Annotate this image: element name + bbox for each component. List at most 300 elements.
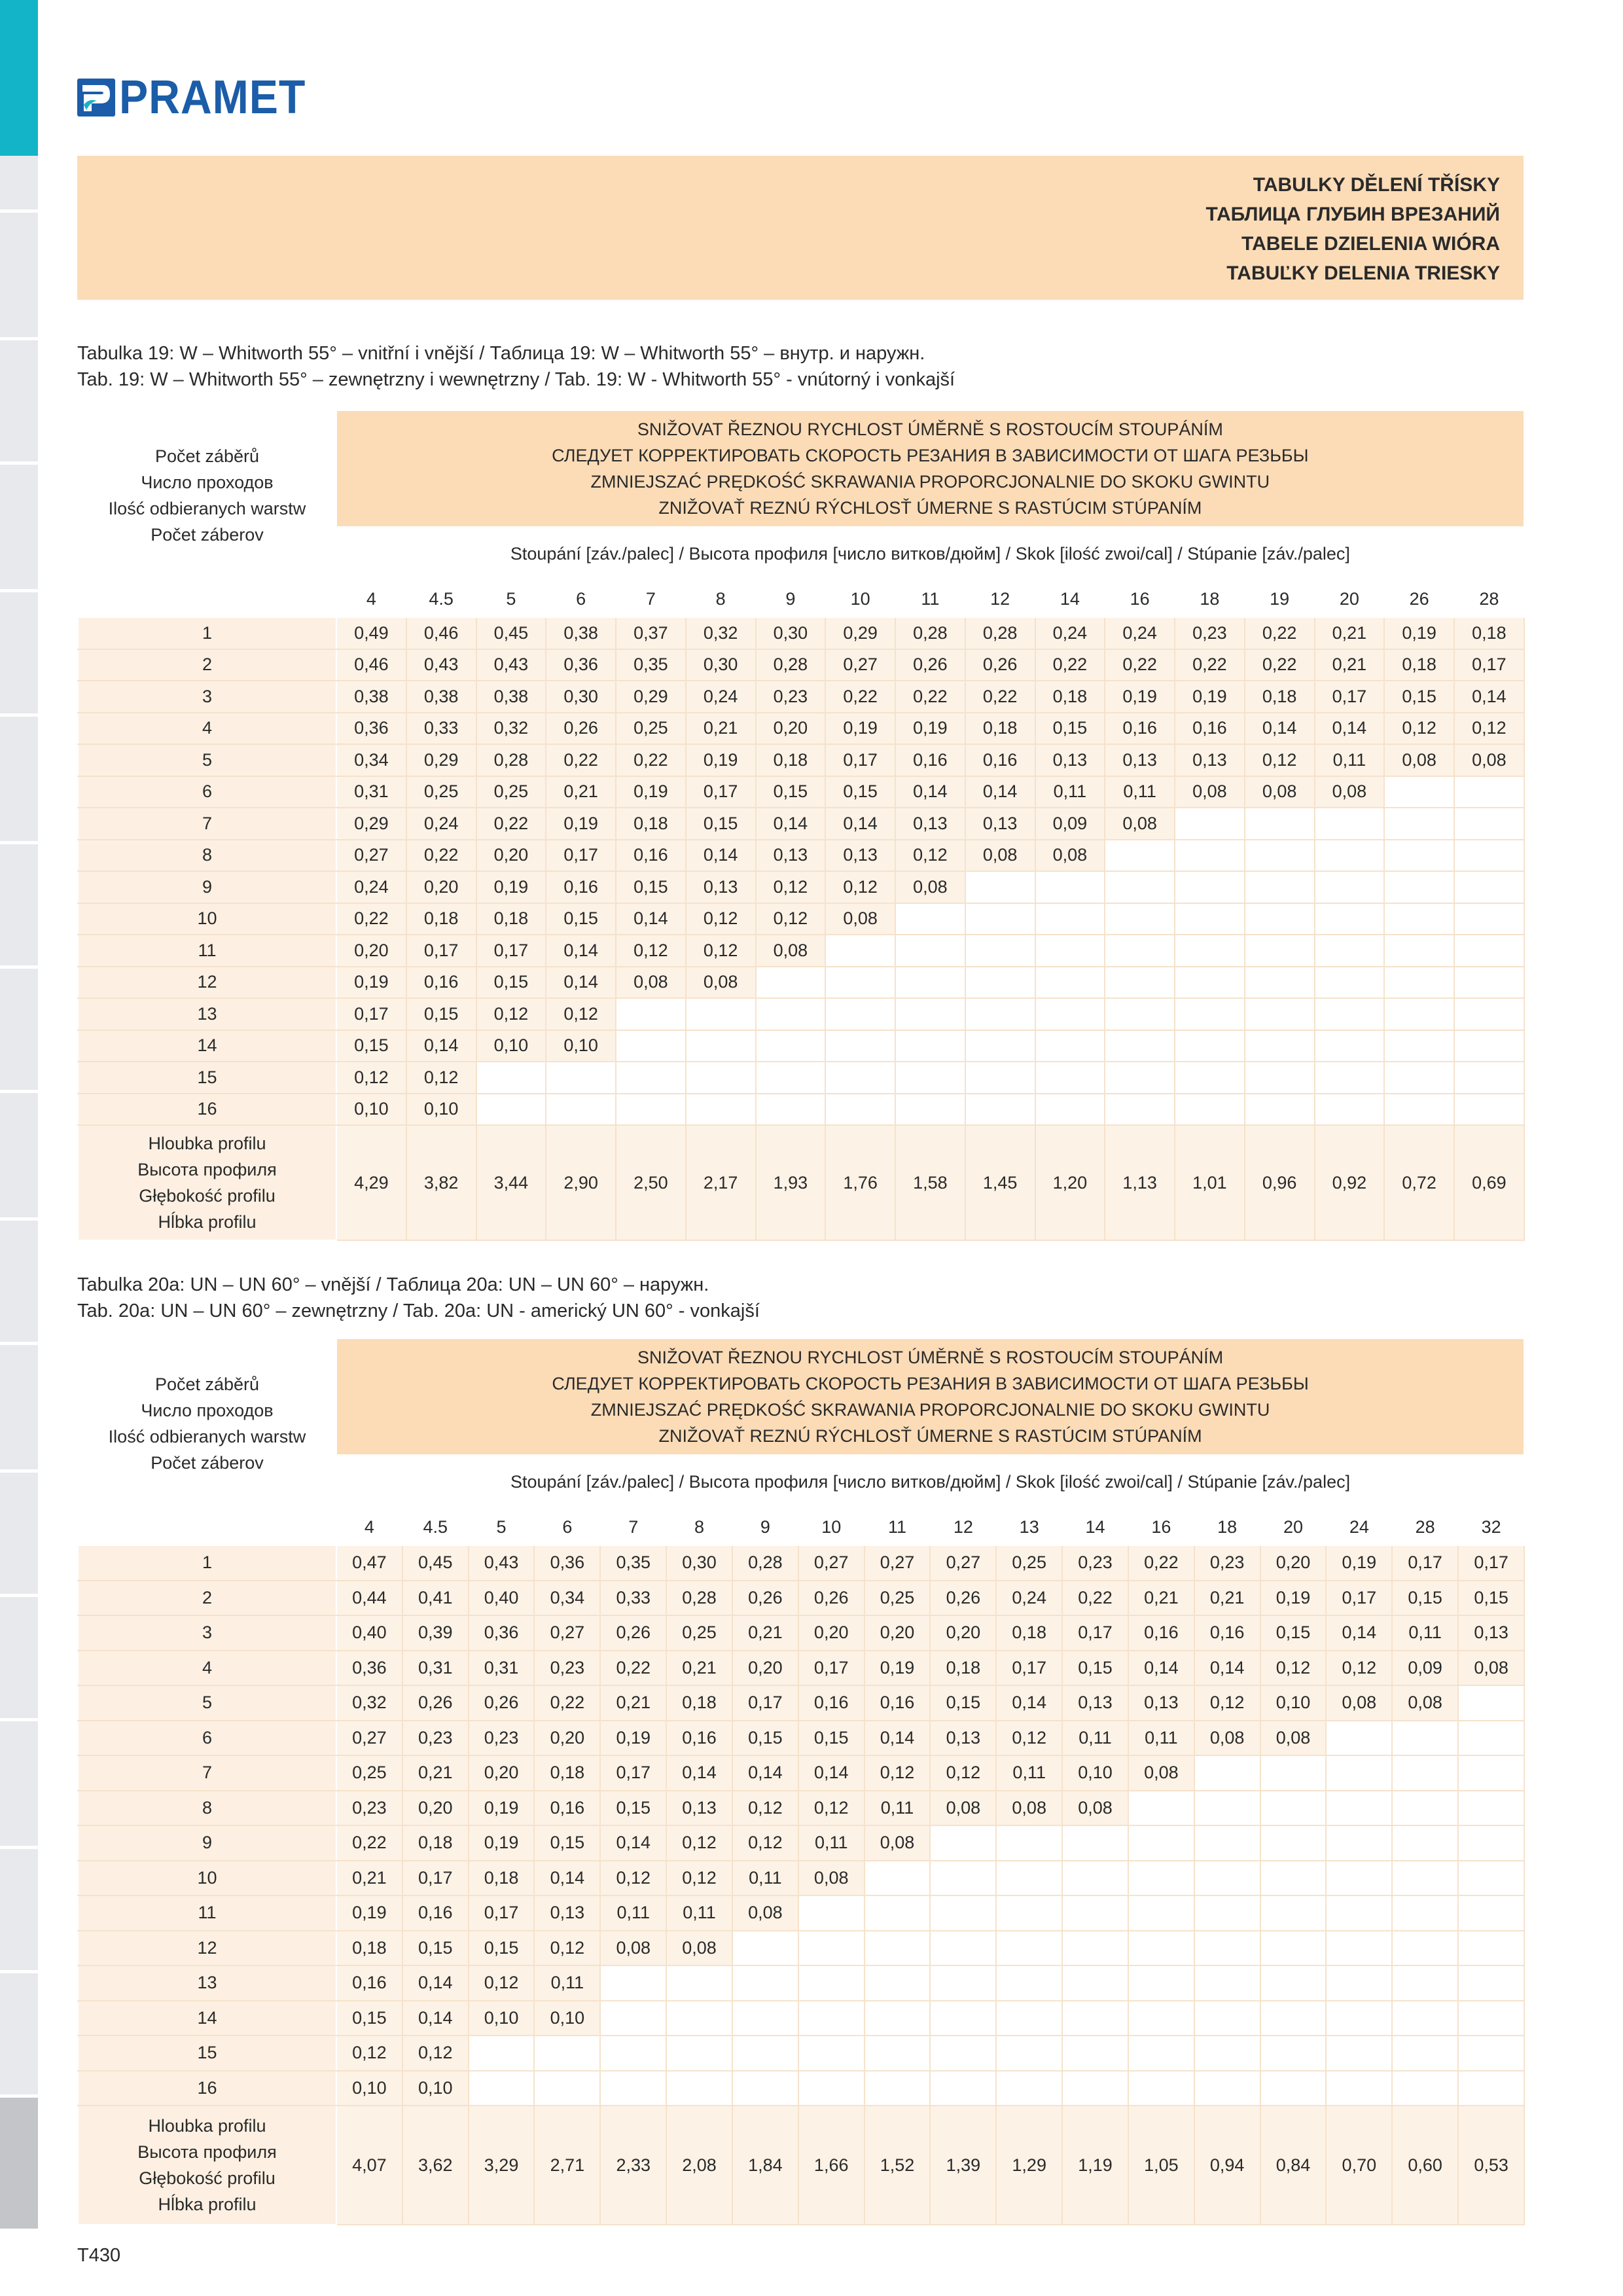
depth-of-cut-cell (1105, 998, 1175, 1030)
depth-of-cut-cell: 0,25 (996, 1545, 1062, 1581)
depth-of-cut-cell: 0,16 (402, 1895, 469, 1931)
depth-of-cut-cell (1326, 2036, 1392, 2071)
depth-of-cut-cell (1245, 1062, 1315, 1094)
depth-of-cut-cell: 0,23 (402, 1721, 469, 1756)
depth-of-cut-cell: 0,17 (686, 776, 756, 808)
profile-depth-value: 1,76 (825, 1125, 895, 1240)
table-row (78, 1825, 1524, 1861)
depth-of-cut-cell (1035, 967, 1105, 999)
depth-of-cut-cell: 0,34 (534, 1581, 600, 1616)
depth-of-cut-cell: 0,43 (469, 1545, 535, 1581)
depth-of-cut-cell (600, 2071, 666, 2106)
note-line: SNIŽOVAT ŘEZNOU RYCHLOST ÚMĚRNĚ S ROSTOUCÍM STOUPÁNÍM (637, 420, 1223, 439)
table-row (78, 871, 1524, 903)
depth-of-cut-cell (732, 1931, 798, 1966)
depth-of-cut-cell: 0,15 (600, 1791, 666, 1826)
depth-of-cut-cell (756, 998, 826, 1030)
depth-of-cut-cell: 0,21 (336, 1861, 402, 1896)
note-line: SNIŽOVAT ŘEZNOU RYCHLOST ÚMĚRNĚ S ROSTOUCÍM STOUPÁNÍM (637, 1348, 1224, 1367)
depth-of-cut-cell: 0,15 (732, 1721, 798, 1756)
depth-of-cut-cell (895, 935, 965, 967)
depth-of-cut-cell: 0,15 (1062, 1651, 1128, 1686)
depth-of-cut-cell (825, 967, 895, 999)
depth-of-cut-cell: 0,12 (798, 1791, 865, 1826)
depth-of-cut-cell (1458, 1931, 1524, 1966)
depth-of-cut-cell: 0,25 (336, 1755, 402, 1791)
depth-of-cut-cell: 0,16 (1175, 713, 1245, 745)
depth-of-cut-cell: 0,37 (616, 617, 686, 649)
depth-of-cut-cell: 0,14 (865, 1721, 931, 1756)
depth-of-cut-cell (616, 998, 686, 1030)
depth-of-cut-cell (1105, 840, 1175, 872)
depth-of-cut-cell (930, 1861, 996, 1896)
depth-of-cut-cell: 0,41 (402, 1581, 469, 1616)
depth-of-cut-cell: 0,18 (406, 903, 476, 935)
depth-of-cut-cell (1260, 1861, 1327, 1896)
profile-depth-value: 3,82 (406, 1125, 476, 1240)
table-row (78, 1791, 1524, 1826)
depth-of-cut-cell: 0,40 (336, 1615, 402, 1651)
depth-of-cut-cell (1326, 1895, 1392, 1931)
pass-number: 7 (78, 808, 336, 840)
depth-of-cut-cell (1392, 2071, 1458, 2106)
depth-of-cut-cell (1194, 2036, 1260, 2071)
depth-of-cut-cell: 0,26 (930, 1581, 996, 1616)
depth-of-cut-cell (1315, 967, 1385, 999)
depth-of-cut-cell (865, 2036, 931, 2071)
depth-of-cut-cell: 0,21 (1315, 649, 1385, 681)
depth-of-cut-cell: 0,14 (546, 967, 616, 999)
depth-of-cut-cell: 0,18 (1245, 681, 1315, 713)
depth-of-cut-cell: 0,32 (476, 713, 546, 745)
depth-of-cut-cell: 0,18 (616, 808, 686, 840)
depth-of-cut-cell: 0,08 (865, 1825, 931, 1861)
depth-of-cut-cell (1458, 2036, 1524, 2071)
depth-of-cut-cell (1035, 998, 1105, 1030)
depth-of-cut-cell (1175, 871, 1245, 903)
depth-of-cut-cell: 0,15 (825, 776, 895, 808)
brand-name: PRAMET (119, 71, 306, 124)
table-row (78, 681, 1524, 713)
depth-of-cut-cell: 0,13 (686, 871, 756, 903)
profile-depth-value: 2,71 (534, 2106, 600, 2225)
depth-of-cut-cell (1326, 1931, 1392, 1966)
depth-of-cut-cell: 0,19 (546, 808, 616, 840)
depth-of-cut-cell (1458, 1721, 1524, 1756)
depth-of-cut-cell: 0,35 (616, 649, 686, 681)
profile-depth-value: 1,93 (756, 1125, 826, 1240)
pitch-header: 4 (336, 1509, 402, 1545)
depth-of-cut-cell (1392, 1825, 1458, 1861)
depth-of-cut-cell: 0,08 (600, 1931, 666, 1966)
depth-of-cut-cell (600, 2036, 666, 2071)
note-line: СЛЕДУЕТ КОРРЕКТИРОВАТЬ СКОРОСТЬ РЕЗАНИЯ В ЗАВИСИМОСТИ ОТ ШАГА РЕЗЬБЫ (552, 446, 1309, 465)
depth-of-cut-cell: 0,45 (476, 617, 546, 649)
depth-of-cut-cell: 0,22 (336, 1825, 402, 1861)
depth-of-cut-cell: 0,12 (534, 1931, 600, 1966)
depth-of-cut-cell: 0,08 (1062, 1791, 1128, 1826)
depth-of-cut-cell (1175, 935, 1245, 967)
depth-of-cut-cell: 0,19 (865, 1651, 931, 1686)
passes-label-line: Počet záberov (151, 525, 264, 545)
page-number: T430 (77, 2245, 121, 2266)
depth-of-cut-cell: 0,12 (865, 1755, 931, 1791)
profile-depth-row (78, 2106, 1524, 2225)
depth-of-cut-cell: 0,25 (616, 713, 686, 745)
depth-of-cut-cell (1245, 1094, 1315, 1126)
depth-of-cut-cell: 0,17 (406, 935, 476, 967)
depth-of-cut-cell (1175, 808, 1245, 840)
profile-depth-value: 1,19 (1062, 2106, 1128, 2225)
depth-of-cut-cell: 0,20 (402, 1791, 469, 1826)
depth-of-cut-cell (1128, 2071, 1194, 2106)
depth-of-cut-cell: 0,20 (798, 1615, 865, 1651)
depth-of-cut-cell (1194, 1825, 1260, 1861)
depth-of-cut-cell: 0,10 (1260, 1685, 1327, 1721)
pitch-header: 28 (1392, 1509, 1458, 1545)
depth-of-cut-cell: 0,31 (336, 776, 406, 808)
profile-depth-value: 1,13 (1105, 1125, 1175, 1240)
depth-of-cut-cell: 0,10 (1062, 1755, 1128, 1791)
table-row (78, 840, 1524, 872)
depth-of-cut-cell (1175, 1030, 1245, 1062)
depth-of-cut-cell (895, 1094, 965, 1126)
depth-of-cut-cell: 0,38 (336, 681, 406, 713)
depth-of-cut-cell: 0,21 (546, 776, 616, 808)
profile-depth-value: 4,29 (336, 1125, 406, 1240)
depth-of-cut-cell (996, 2036, 1062, 2071)
depth-of-cut-cell (1392, 1721, 1458, 1756)
profile-depth-value: 1,52 (865, 2106, 931, 2225)
depth-of-cut-cell (1175, 1094, 1245, 1126)
pass-number: 15 (78, 1062, 336, 1094)
depth-of-cut-cell (1454, 967, 1524, 999)
table-row (78, 1651, 1524, 1686)
profile-depth-value: 1,29 (996, 2106, 1062, 2225)
depth-of-cut-cell: 0,13 (666, 1791, 732, 1826)
depth-of-cut-cell (1315, 1030, 1385, 1062)
depth-of-cut-cell: 0,23 (534, 1651, 600, 1686)
depth-of-cut-cell (865, 1931, 931, 1966)
depth-of-cut-cell (1454, 998, 1524, 1030)
depth-of-cut-cell: 0,19 (469, 1791, 535, 1826)
depth-of-cut-cell: 0,18 (476, 903, 546, 935)
table-row (78, 744, 1524, 776)
depth-of-cut-cell (1175, 967, 1245, 999)
pass-number: 9 (78, 1825, 336, 1861)
depth-of-cut-cell (1128, 1965, 1194, 2001)
depth-of-cut-cell (616, 1030, 686, 1062)
depth-of-cut-cell (930, 2001, 996, 2036)
profile-depth-value: 0,96 (1245, 1125, 1315, 1240)
profile-depth-value: 0,53 (1458, 2106, 1524, 2225)
depth-of-cut-cell: 0,12 (756, 871, 826, 903)
depth-of-cut-cell (1315, 935, 1385, 967)
depth-of-cut-cell (1105, 903, 1175, 935)
depth-of-cut-cell: 0,20 (534, 1721, 600, 1756)
depth-of-cut-cell (895, 903, 965, 935)
pitch-header: 18 (1194, 1509, 1260, 1545)
depth-of-cut-cell: 0,08 (1315, 776, 1385, 808)
depth-of-cut-cell (1194, 2001, 1260, 2036)
depth-of-cut-cell (476, 1094, 546, 1126)
pitch-header: 7 (600, 1509, 666, 1545)
depth-of-cut-cell: 0,14 (1315, 713, 1385, 745)
depth-of-cut-cell: 0,08 (616, 967, 686, 999)
depth-of-cut-cell: 0,10 (534, 2001, 600, 2036)
depth-of-cut-cell: 0,23 (1062, 1545, 1128, 1581)
depth-of-cut-cell (1260, 2001, 1327, 2036)
depth-of-cut-cell (534, 2036, 600, 2071)
depth-of-cut-cell: 0,12 (600, 1861, 666, 1896)
depth-of-cut-cell: 0,13 (1062, 1685, 1128, 1721)
section-tab-active (0, 0, 38, 156)
pass-number: 6 (78, 1721, 336, 1756)
depth-of-cut-cell (1458, 1895, 1524, 1931)
depth-of-cut-cell: 0,18 (1035, 681, 1105, 713)
depth-of-cut-cell (1454, 935, 1524, 967)
banner-title-cs: TABULKY DĚLENÍ TŘÍSKY (1253, 174, 1500, 196)
depth-of-cut-cell: 0,30 (686, 649, 756, 681)
depth-of-cut-cell: 0,10 (476, 1030, 546, 1062)
depth-of-cut-cell: 0,15 (534, 1825, 600, 1861)
depth-of-cut-cell: 0,10 (546, 1030, 616, 1062)
depth-of-cut-cell (1326, 1825, 1392, 1861)
depth-of-cut-cell (1035, 935, 1105, 967)
table-row (78, 1062, 1524, 1094)
depth-of-cut-cell (1105, 1062, 1175, 1094)
depth-of-cut-cell (1245, 967, 1315, 999)
depth-of-cut-cell: 0,15 (476, 967, 546, 999)
depth-of-cut-cell: 0,29 (336, 808, 406, 840)
depth-of-cut-cell: 0,22 (895, 681, 965, 713)
depth-of-cut-cell: 0,15 (616, 871, 686, 903)
depth-of-cut-cell: 0,43 (406, 649, 476, 681)
passes-label-line: Počet záběrů (154, 1374, 260, 1394)
depth-of-cut-cell: 0,25 (476, 776, 546, 808)
depth-of-cut-cell (1458, 1755, 1524, 1791)
depth-of-cut-cell: 0,18 (534, 1755, 600, 1791)
table20a-caption (77, 1272, 760, 1324)
depth-of-cut-cell (1315, 871, 1385, 903)
pitch-header: 18 (1175, 581, 1245, 617)
depth-of-cut-cell: 0,26 (895, 649, 965, 681)
side-tab-strip (0, 0, 38, 2296)
depth-of-cut-cell (666, 2036, 732, 2071)
depth-of-cut-cell: 0,14 (666, 1755, 732, 1791)
depth-of-cut-cell: 0,27 (336, 1721, 402, 1756)
profile-depth-value: 0,92 (1315, 1125, 1385, 1240)
side-tab (0, 844, 38, 969)
table-row (78, 1965, 1524, 2001)
pass-number: 3 (78, 681, 336, 713)
profile-depth-label-line: Hloubka profilu (148, 1134, 266, 1153)
depth-of-cut-cell: 0,46 (406, 617, 476, 649)
depth-of-cut-cell (1260, 1825, 1327, 1861)
depth-of-cut-cell: 0,20 (476, 840, 546, 872)
pitch-header: 8 (666, 1509, 732, 1545)
table-row (78, 998, 1524, 1030)
depth-of-cut-cell: 0,11 (865, 1791, 931, 1826)
depth-of-cut-cell (1062, 1825, 1128, 1861)
depth-of-cut-cell (865, 2071, 931, 2106)
depth-of-cut-cell (1454, 776, 1524, 808)
depth-of-cut-cell: 0,12 (996, 1721, 1062, 1756)
depth-of-cut-cell: 0,15 (1260, 1615, 1327, 1651)
depth-of-cut-cell (756, 967, 826, 999)
depth-of-cut-cell: 0,26 (732, 1581, 798, 1616)
depth-of-cut-cell: 0,13 (825, 840, 895, 872)
depth-of-cut-cell: 0,13 (930, 1721, 996, 1756)
pass-number: 10 (78, 903, 336, 935)
depth-of-cut-cell (1105, 935, 1175, 967)
depth-of-cut-cell: 0,23 (336, 1791, 402, 1826)
depth-of-cut-cell (798, 1965, 865, 2001)
pitch-header: 12 (930, 1509, 996, 1545)
depth-of-cut-cell (1035, 1030, 1105, 1062)
table-row (78, 617, 1524, 649)
depth-of-cut-cell: 0,16 (534, 1791, 600, 1826)
section-title-banner (77, 156, 1524, 300)
pitch-header: 6 (534, 1509, 600, 1545)
depth-of-cut-cell: 0,25 (666, 1615, 732, 1651)
depth-of-cut-cell: 0,18 (1454, 617, 1524, 649)
depth-of-cut-cell: 0,15 (798, 1721, 865, 1756)
depth-of-cut-cell: 0,08 (666, 1931, 732, 1966)
depth-of-cut-cell: 0,14 (1128, 1651, 1194, 1686)
depth-of-cut-cell: 0,31 (402, 1651, 469, 1686)
pass-number: 13 (78, 998, 336, 1030)
pass-number: 6 (78, 776, 336, 808)
depth-of-cut-cell: 0,08 (1128, 1755, 1194, 1791)
depth-of-cut-cell: 0,14 (1326, 1615, 1392, 1651)
depth-of-cut-cell: 0,11 (666, 1895, 732, 1931)
profile-depth-value: 3,62 (402, 2106, 469, 2225)
depth-of-cut-cell: 0,21 (686, 713, 756, 745)
pass-number: 10 (78, 1861, 336, 1896)
depth-of-cut-cell (1128, 2001, 1194, 2036)
depth-of-cut-cell: 0,22 (1245, 649, 1315, 681)
profile-depth-label-line: Высота профиля (137, 2142, 277, 2162)
depth-of-cut-cell: 0,40 (469, 1581, 535, 1616)
depth-of-cut-cell (798, 2036, 865, 2071)
depth-of-cut-cell: 0,36 (546, 649, 616, 681)
depth-of-cut-cell (1392, 1791, 1458, 1826)
depth-of-cut-cell (1384, 903, 1454, 935)
depth-of-cut-cell (1062, 1895, 1128, 1931)
side-tab (0, 340, 38, 465)
depth-of-cut-cell: 0,14 (732, 1755, 798, 1791)
profile-depth-label-line: Głębokość profilu (139, 1186, 276, 1206)
depth-of-cut-cell (1315, 1094, 1385, 1126)
depth-of-cut-cell (895, 1030, 965, 1062)
depth-of-cut-cell (1384, 998, 1454, 1030)
depth-of-cut-cell (1326, 1965, 1392, 2001)
depth-of-cut-cell: 0,22 (476, 808, 546, 840)
profile-depth-value: 0,94 (1194, 2106, 1260, 2225)
table-row (78, 1094, 1524, 1126)
depth-of-cut-cell: 0,44 (336, 1581, 402, 1616)
banner-title-ru: ТАБЛИЦА ГЛУБИН ВРЕЗАНИЙ (1205, 204, 1500, 225)
depth-of-cut-cell (1315, 840, 1385, 872)
depth-of-cut-cell (1035, 1094, 1105, 1126)
table19-caption-line1: Tabulka 19: W – Whitworth 55° – vnitřní i vnější / Таблица 19: W – Whitworth 55° – внутр. и наружн. (77, 343, 925, 364)
depth-of-cut-cell: 0,27 (930, 1545, 996, 1581)
depth-of-cut-cell (1260, 1791, 1327, 1826)
pass-number: 5 (78, 1685, 336, 1721)
depth-of-cut-cell (1392, 1861, 1458, 1896)
depth-of-cut-cell: 0,08 (825, 903, 895, 935)
depth-of-cut-cell (1105, 1030, 1175, 1062)
depth-of-cut-cell: 0,17 (996, 1651, 1062, 1686)
pitch-header: 14 (1062, 1509, 1128, 1545)
pass-number: 2 (78, 1581, 336, 1616)
depth-of-cut-cell: 0,22 (965, 681, 1035, 713)
depth-of-cut-cell: 0,18 (756, 744, 826, 776)
profile-depth-value: 3,44 (476, 1125, 546, 1240)
depth-of-cut-cell (476, 1062, 546, 1094)
depth-of-cut-cell (1245, 808, 1315, 840)
depth-of-cut-cell: 0,08 (1326, 1685, 1392, 1721)
depth-of-cut-cell: 0,08 (930, 1791, 996, 1826)
depth-of-cut-cell: 0,17 (402, 1861, 469, 1896)
depth-of-cut-cell: 0,31 (469, 1651, 535, 1686)
table-row (78, 2071, 1524, 2106)
depth-of-cut-cell: 0,15 (1392, 1581, 1458, 1616)
depth-of-cut-cell (1458, 1791, 1524, 1826)
depth-of-cut-cell: 0,16 (406, 967, 476, 999)
depth-of-cut-cell: 0,12 (402, 2036, 469, 2071)
depth-of-cut-cell: 0,46 (336, 649, 406, 681)
depth-of-cut-cell: 0,35 (600, 1545, 666, 1581)
pitch-header: 28 (1454, 581, 1524, 617)
pass-number: 12 (78, 1931, 336, 1966)
depth-of-cut-cell: 0,23 (1175, 617, 1245, 649)
table-row (78, 1581, 1524, 1616)
profile-depth-label-line: Hĺbka profilu (158, 1212, 257, 1232)
pitch-header: 10 (825, 581, 895, 617)
depth-of-cut-cell: 0,24 (1105, 617, 1175, 649)
side-tab (0, 2098, 38, 2232)
depth-of-cut-cell (1384, 967, 1454, 999)
depth-of-cut-cell (686, 998, 756, 1030)
depth-of-cut-cell (1315, 808, 1385, 840)
table20a (77, 1338, 1524, 2225)
pass-number: 14 (78, 2001, 336, 2036)
depth-of-cut-cell: 0,36 (469, 1615, 535, 1651)
depth-of-cut-cell: 0,22 (1175, 649, 1245, 681)
banner-title-sk: TABUĽKY DELENIA TRIESKY (1226, 262, 1500, 284)
pass-number: 15 (78, 2036, 336, 2071)
profile-depth-value: 1,45 (965, 1125, 1035, 1240)
depth-of-cut-cell: 0,24 (686, 681, 756, 713)
depth-of-cut-cell (1175, 1062, 1245, 1094)
depth-of-cut-cell (686, 1030, 756, 1062)
table-row (78, 1545, 1524, 1581)
table-row (78, 1895, 1524, 1931)
depth-of-cut-cell (1384, 871, 1454, 903)
depth-of-cut-cell: 0,13 (756, 840, 826, 872)
depth-of-cut-cell (1105, 871, 1175, 903)
depth-of-cut-cell: 0,12 (756, 903, 826, 935)
depth-of-cut-cell (930, 1825, 996, 1861)
depth-of-cut-cell (1035, 903, 1105, 935)
side-tab (0, 1345, 38, 1473)
depth-of-cut-cell: 0,08 (1384, 744, 1454, 776)
pass-number: 16 (78, 1094, 336, 1126)
depth-of-cut-cell: 0,27 (798, 1545, 865, 1581)
depth-of-cut-cell: 0,12 (1454, 713, 1524, 745)
